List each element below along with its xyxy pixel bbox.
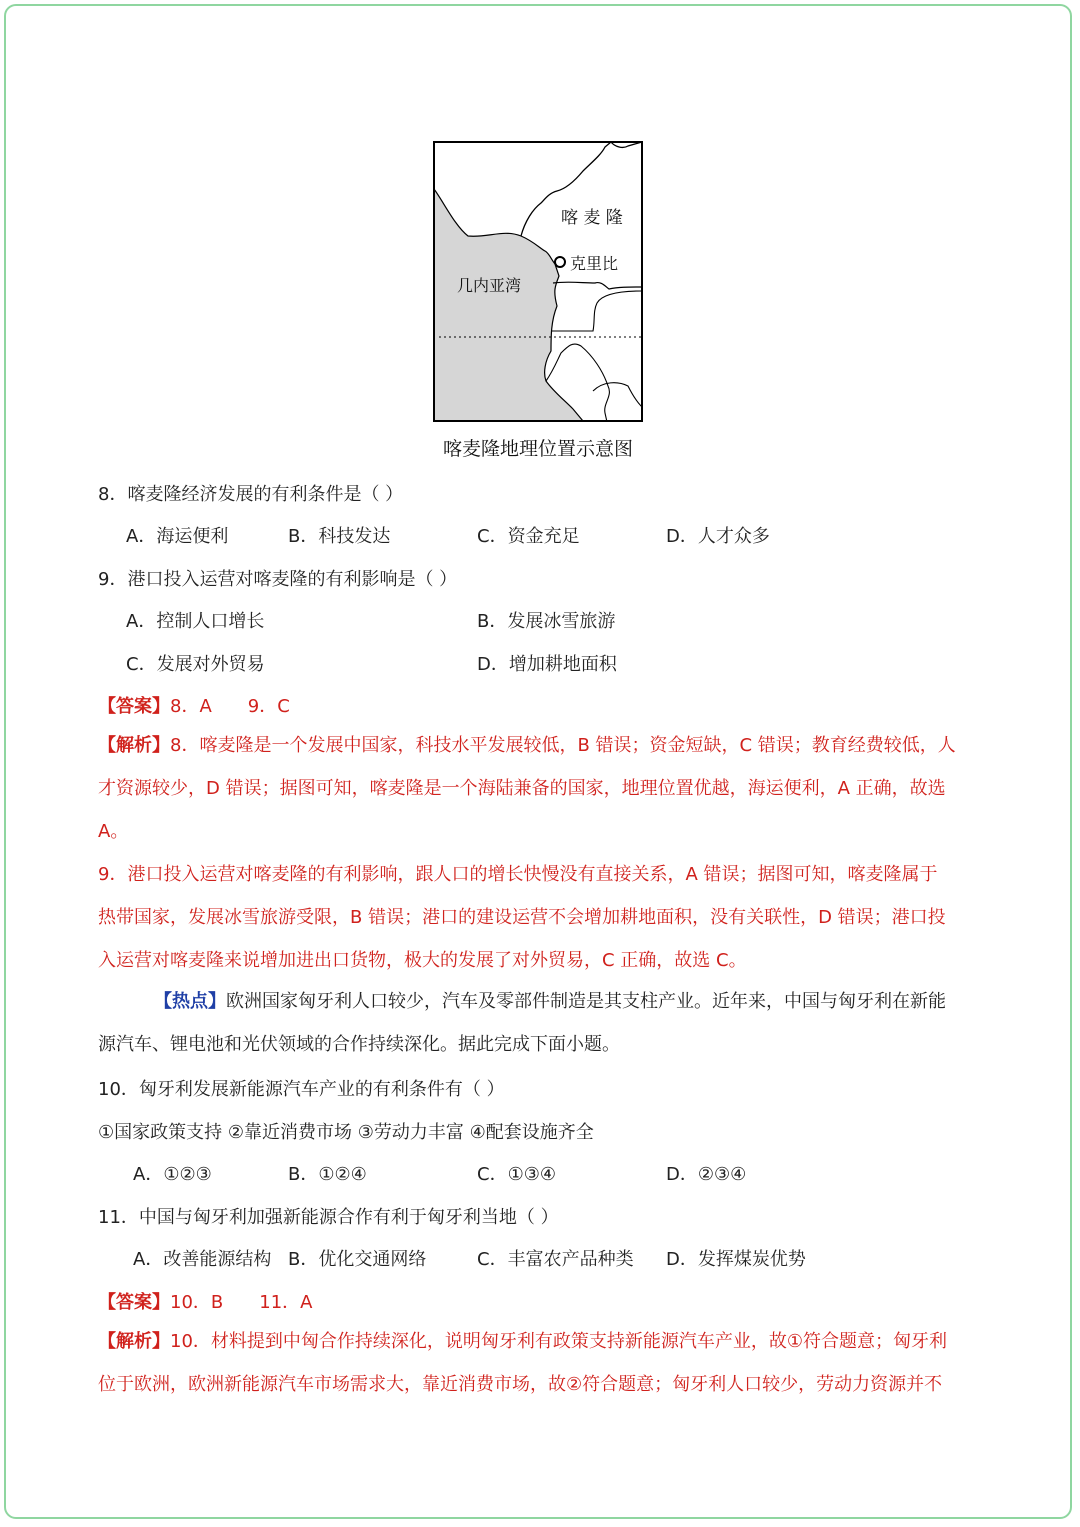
q8-option-c: C．资金充足 [477, 526, 580, 547]
q11-option-b: B．优化交通网络 [288, 1249, 427, 1270]
country-label: 喀 麦 隆 [561, 208, 623, 228]
hot-tag: 【热点】 [154, 991, 226, 1012]
analysis-tag: 【解析】 [98, 1331, 170, 1352]
gulf-label: 几内亚湾 [457, 276, 522, 295]
question-9-stem: 9．港口投入运营对喀麦隆的有利影响是（ ） [98, 569, 458, 590]
hot-line: 源汽车、锂电池和光伏领域的合作持续深化。据此完成下面小题。 [98, 1034, 620, 1055]
answer-tag: 【答案】 [98, 696, 170, 717]
question-10-stem: 10．匈牙利发展新能源汽车产业的有利条件有（ ） [98, 1079, 505, 1100]
q10-option-b: B．①②④ [288, 1164, 367, 1185]
country-border-south [551, 291, 642, 331]
city-label: 克里比 [570, 254, 619, 273]
q11-option-a: A．改善能源结构 [133, 1249, 272, 1270]
analysis-10-11 [98, 1320, 988, 1406]
analysis-line: 9．港口投入运营对喀麦隆的有利影响，跟人口的增长快慢没有直接关系，A 错误；据图可知，喀麦隆属于 [98, 864, 938, 885]
analysis-8-9 [98, 724, 988, 982]
hot-line: 【热点】欧洲国家匈牙利人口较少，汽车及零部件制造是其支柱产业。近年来，中国与匈牙利在新能 [154, 991, 946, 1012]
q9-option-d: D．增加耕地面积 [477, 654, 617, 675]
kribi-city-marker [555, 257, 565, 267]
analysis-line: A。 [98, 821, 129, 842]
question-10-items: ①国家政策支持 ②靠近消费市场 ③劳动力丰富 ④配套设施齐全 [98, 1122, 594, 1143]
q8-option-d: D．人才众多 [666, 526, 770, 547]
q10-option-d: D．②③④ [666, 1164, 747, 1185]
q11-option-c: C．丰富农产品种类 [477, 1249, 634, 1270]
q10-option-a: A．①②③ [133, 1164, 212, 1185]
analysis-line: 入运营对喀麦隆来说增加进出口货物，极大的发展了对外贸易，C 正确，故选 C。 [98, 950, 747, 971]
q8-option-a: A．海运便利 [126, 526, 229, 547]
q10-option-c: C．①③④ [477, 1164, 556, 1185]
analysis-line: 热带国家，发展冰雪旅游受限，B 错误；港口的建设运营不会增加耕地面积，没有关联性，D 错误；港口投 [98, 907, 946, 928]
hot-topic-passage [98, 980, 988, 1066]
map-graphic [433, 141, 643, 422]
q8-option-b: B．科技发达 [288, 526, 391, 547]
q9-option-a: A．控制人口增长 [126, 611, 265, 632]
answer-text: 10．B 11．A [170, 1292, 313, 1313]
answer-text: 8．A 9．C [170, 696, 290, 717]
cameroon-location-map [433, 141, 643, 422]
map-caption: 喀麦隆地理位置示意图 [442, 438, 633, 460]
analysis-line: 【解析】8．喀麦隆是一个发展中国家，科技水平发展较低，B 错误；资金短缺，C 错误；教育经费较低，人 [98, 735, 956, 756]
q9-option-b: B．发展冰雪旅游 [477, 611, 616, 632]
analysis-line: 才资源较少，D 错误；据图可知，喀麦隆是一个海陆兼备的国家，地理位置优越，海运便利，A 正确，故选 [98, 778, 946, 799]
q11-option-d: D．发挥煤炭优势 [666, 1249, 806, 1270]
question-8-stem: 8．喀麦隆经济发展的有利条件是（ ） [98, 484, 404, 505]
analysis-line: 位于欧洲，欧洲新能源汽车市场需求大，靠近消费市场，故②符合题意；匈牙利人口较少，劳动力资源并不 [98, 1374, 943, 1395]
border-southeast [593, 383, 642, 407]
analysis-tag: 【解析】 [98, 735, 170, 756]
analysis-line: 【解析】10．材料提到中匈合作持续深化，说明匈牙利有政策支持新能源汽车产业，故①符合题意；匈牙利 [98, 1331, 948, 1352]
answer-8-9 [98, 692, 290, 718]
q9-option-c: C．发展对外贸易 [126, 654, 265, 675]
country-border-east [553, 282, 642, 289]
question-11-stem: 11．中国与匈牙利加强新能源合作有利于匈牙利当地（ ） [98, 1207, 559, 1228]
answer-10-11 [98, 1288, 312, 1314]
answer-tag: 【答案】 [98, 1292, 170, 1313]
